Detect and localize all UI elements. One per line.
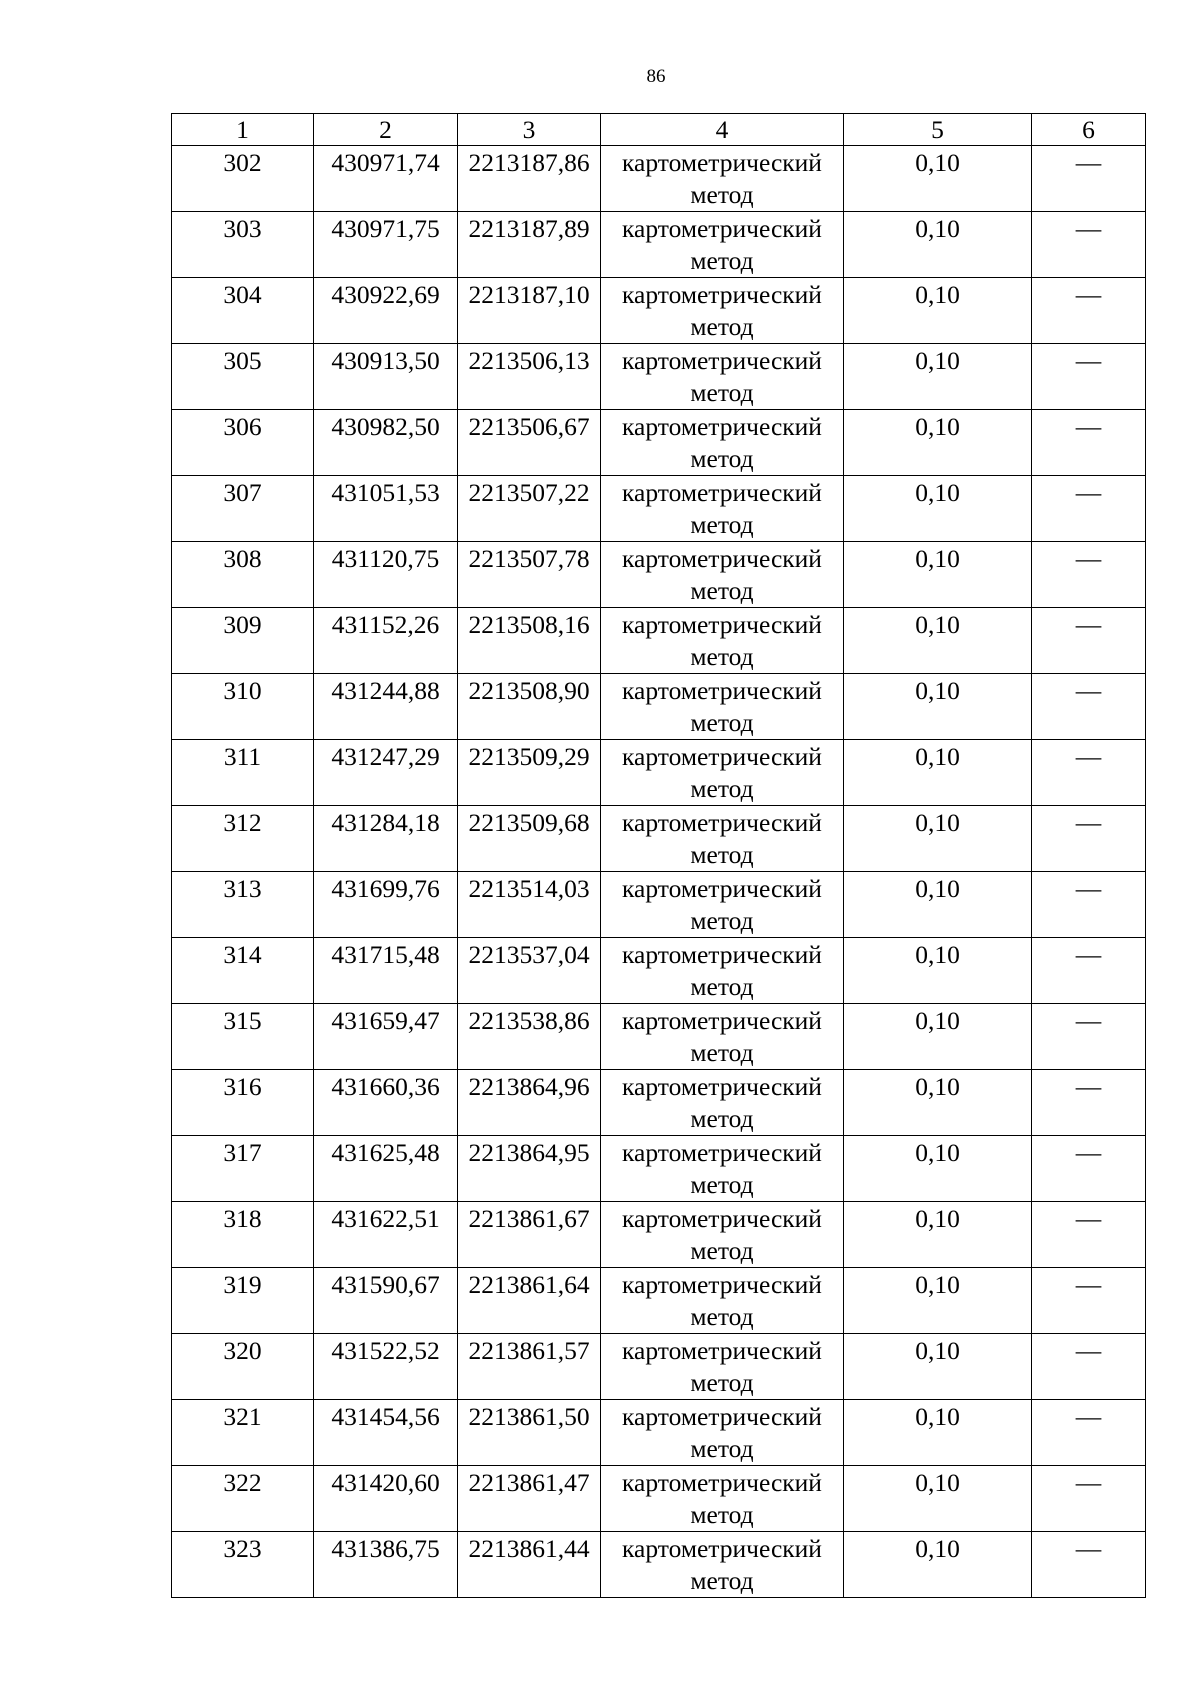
method-cell bbox=[601, 410, 844, 476]
y-coordinate-cell: 2213514,03 bbox=[458, 872, 601, 938]
note-cell: — bbox=[1032, 806, 1146, 872]
x-coordinate-cell: 431522,52 bbox=[314, 1334, 458, 1400]
table-row bbox=[172, 410, 1146, 476]
x-coordinate-cell: 431244,88 bbox=[314, 674, 458, 740]
accuracy-cell: 0,10 bbox=[844, 1400, 1032, 1466]
accuracy-cell: 0,10 bbox=[844, 278, 1032, 344]
table-row bbox=[172, 1334, 1146, 1400]
method-line-1: картометрический bbox=[622, 478, 822, 507]
method-cell bbox=[601, 542, 844, 608]
note-cell: — bbox=[1032, 740, 1146, 806]
x-coordinate-cell: 430922,69 bbox=[314, 278, 458, 344]
table-row bbox=[172, 344, 1146, 410]
y-coordinate-cell: 2213538,86 bbox=[458, 1004, 601, 1070]
table-row bbox=[172, 872, 1146, 938]
method-line-2: метод bbox=[690, 642, 754, 671]
point-number-cell: 308 bbox=[172, 542, 314, 608]
method-line-1: картометрический bbox=[622, 214, 822, 243]
header-col-1: 1 bbox=[172, 114, 314, 146]
note-cell: — bbox=[1032, 278, 1146, 344]
point-number-cell: 310 bbox=[172, 674, 314, 740]
header-col-2: 2 bbox=[314, 114, 458, 146]
header-row bbox=[172, 114, 1146, 146]
table-row bbox=[172, 542, 1146, 608]
method-cell bbox=[601, 1532, 844, 1598]
x-coordinate-cell: 431590,67 bbox=[314, 1268, 458, 1334]
header-col-6: 6 bbox=[1032, 114, 1146, 146]
table-row bbox=[172, 674, 1146, 740]
method-cell bbox=[601, 1400, 844, 1466]
accuracy-cell: 0,10 bbox=[844, 1466, 1032, 1532]
method-line-1: картометрический bbox=[622, 676, 822, 705]
table-row bbox=[172, 1070, 1146, 1136]
method-line-2: метод bbox=[690, 972, 754, 1001]
y-coordinate-cell: 2213864,96 bbox=[458, 1070, 601, 1136]
method-line-1: картометрический bbox=[622, 1534, 822, 1563]
method-line-2: метод bbox=[690, 1434, 754, 1463]
x-coordinate-cell: 430982,50 bbox=[314, 410, 458, 476]
method-line-2: метод bbox=[690, 378, 754, 407]
accuracy-cell: 0,10 bbox=[844, 872, 1032, 938]
method-line-2: метод bbox=[690, 444, 754, 473]
note-cell: — bbox=[1032, 938, 1146, 1004]
method-cell bbox=[601, 674, 844, 740]
table-header bbox=[172, 114, 1146, 146]
method-cell bbox=[601, 278, 844, 344]
accuracy-cell: 0,10 bbox=[844, 410, 1032, 476]
method-line-1: картометрический bbox=[622, 148, 822, 177]
accuracy-cell: 0,10 bbox=[844, 344, 1032, 410]
x-coordinate-cell: 431386,75 bbox=[314, 1532, 458, 1598]
method-line-2: метод bbox=[690, 1368, 754, 1397]
note-cell: — bbox=[1032, 1400, 1146, 1466]
method-cell bbox=[601, 212, 844, 278]
table-row bbox=[172, 1532, 1146, 1598]
accuracy-cell: 0,10 bbox=[844, 542, 1032, 608]
y-coordinate-cell: 2213507,22 bbox=[458, 476, 601, 542]
x-coordinate-cell: 431622,51 bbox=[314, 1202, 458, 1268]
table-row bbox=[172, 938, 1146, 1004]
method-line-1: картометрический bbox=[622, 1270, 822, 1299]
point-number-cell: 313 bbox=[172, 872, 314, 938]
header-col-5: 5 bbox=[844, 114, 1032, 146]
method-cell bbox=[601, 1268, 844, 1334]
point-number-cell: 316 bbox=[172, 1070, 314, 1136]
point-number-cell: 307 bbox=[172, 476, 314, 542]
method-cell bbox=[601, 476, 844, 542]
table-row bbox=[172, 278, 1146, 344]
method-line-1: картометрический bbox=[622, 610, 822, 639]
table-row bbox=[172, 608, 1146, 674]
y-coordinate-cell: 2213861,47 bbox=[458, 1466, 601, 1532]
note-cell: — bbox=[1032, 1136, 1146, 1202]
method-line-1: картометрический bbox=[622, 544, 822, 573]
method-line-2: метод bbox=[690, 708, 754, 737]
x-coordinate-cell: 431420,60 bbox=[314, 1466, 458, 1532]
note-cell: — bbox=[1032, 674, 1146, 740]
method-line-2: метод bbox=[690, 1500, 754, 1529]
method-cell bbox=[601, 740, 844, 806]
method-line-1: картометрический bbox=[622, 1072, 822, 1101]
method-line-2: метод bbox=[690, 246, 754, 275]
method-line-2: метод bbox=[690, 1236, 754, 1265]
y-coordinate-cell: 2213508,90 bbox=[458, 674, 601, 740]
accuracy-cell: 0,10 bbox=[844, 1136, 1032, 1202]
x-coordinate-cell: 431454,56 bbox=[314, 1400, 458, 1466]
point-number-cell: 304 bbox=[172, 278, 314, 344]
note-cell: — bbox=[1032, 1004, 1146, 1070]
method-line-1: картометрический bbox=[622, 1006, 822, 1035]
method-cell bbox=[601, 1334, 844, 1400]
method-line-1: картометрический bbox=[622, 1468, 822, 1497]
point-number-cell: 306 bbox=[172, 410, 314, 476]
point-number-cell: 314 bbox=[172, 938, 314, 1004]
point-number-cell: 322 bbox=[172, 1466, 314, 1532]
x-coordinate-cell: 430913,50 bbox=[314, 344, 458, 410]
point-number-cell: 309 bbox=[172, 608, 314, 674]
point-number-cell: 305 bbox=[172, 344, 314, 410]
table-row bbox=[172, 212, 1146, 278]
note-cell: — bbox=[1032, 542, 1146, 608]
point-number-cell: 323 bbox=[172, 1532, 314, 1598]
method-line-1: картометрический bbox=[622, 1402, 822, 1431]
point-number-cell: 311 bbox=[172, 740, 314, 806]
point-number-cell: 319 bbox=[172, 1268, 314, 1334]
table-row bbox=[172, 476, 1146, 542]
note-cell: — bbox=[1032, 1268, 1146, 1334]
y-coordinate-cell: 2213508,16 bbox=[458, 608, 601, 674]
table-row bbox=[172, 1004, 1146, 1070]
y-coordinate-cell: 2213861,64 bbox=[458, 1268, 601, 1334]
note-cell: — bbox=[1032, 1202, 1146, 1268]
method-line-2: метод bbox=[690, 1170, 754, 1199]
point-number-cell: 320 bbox=[172, 1334, 314, 1400]
y-coordinate-cell: 2213861,67 bbox=[458, 1202, 601, 1268]
y-coordinate-cell: 2213861,50 bbox=[458, 1400, 601, 1466]
x-coordinate-cell: 431284,18 bbox=[314, 806, 458, 872]
y-coordinate-cell: 2213187,86 bbox=[458, 146, 601, 212]
note-cell: — bbox=[1032, 1334, 1146, 1400]
accuracy-cell: 0,10 bbox=[844, 1334, 1032, 1400]
point-number-cell: 303 bbox=[172, 212, 314, 278]
method-cell bbox=[601, 1466, 844, 1532]
point-number-cell: 321 bbox=[172, 1400, 314, 1466]
accuracy-cell: 0,10 bbox=[844, 1004, 1032, 1070]
method-line-2: метод bbox=[690, 312, 754, 341]
table-row bbox=[172, 1466, 1146, 1532]
method-line-2: метод bbox=[690, 510, 754, 539]
table-row bbox=[172, 1400, 1146, 1466]
y-coordinate-cell: 2213187,10 bbox=[458, 278, 601, 344]
note-cell: — bbox=[1032, 146, 1146, 212]
x-coordinate-cell: 431152,26 bbox=[314, 608, 458, 674]
x-coordinate-cell: 431051,53 bbox=[314, 476, 458, 542]
method-cell bbox=[601, 1070, 844, 1136]
method-line-2: метод bbox=[690, 1038, 754, 1067]
coordinates-table bbox=[171, 113, 1146, 1598]
y-coordinate-cell: 2213187,89 bbox=[458, 212, 601, 278]
method-line-1: картометрический bbox=[622, 742, 822, 771]
x-coordinate-cell: 431120,75 bbox=[314, 542, 458, 608]
method-line-1: картометрический bbox=[622, 346, 822, 375]
y-coordinate-cell: 2213861,57 bbox=[458, 1334, 601, 1400]
accuracy-cell: 0,10 bbox=[844, 938, 1032, 1004]
method-line-1: картометрический bbox=[622, 874, 822, 903]
method-line-2: метод bbox=[690, 840, 754, 869]
method-cell bbox=[601, 344, 844, 410]
method-line-1: картометрический bbox=[622, 1336, 822, 1365]
method-cell bbox=[601, 1202, 844, 1268]
method-cell bbox=[601, 1136, 844, 1202]
x-coordinate-cell: 431660,36 bbox=[314, 1070, 458, 1136]
y-coordinate-cell: 2213509,29 bbox=[458, 740, 601, 806]
method-line-2: метод bbox=[690, 576, 754, 605]
note-cell: — bbox=[1032, 1532, 1146, 1598]
method-cell bbox=[601, 872, 844, 938]
method-line-1: картометрический bbox=[622, 808, 822, 837]
method-line-1: картометрический bbox=[622, 280, 822, 309]
x-coordinate-cell: 431247,29 bbox=[314, 740, 458, 806]
method-line-2: метод bbox=[690, 774, 754, 803]
method-line-1: картометрический bbox=[622, 1138, 822, 1167]
point-number-cell: 317 bbox=[172, 1136, 314, 1202]
header-col-4: 4 bbox=[601, 114, 844, 146]
method-cell bbox=[601, 608, 844, 674]
method-line-1: картометрический bbox=[622, 940, 822, 969]
page-number: 86 bbox=[646, 66, 666, 87]
point-number-cell: 318 bbox=[172, 1202, 314, 1268]
table-row bbox=[172, 1202, 1146, 1268]
y-coordinate-cell: 2213506,13 bbox=[458, 344, 601, 410]
y-coordinate-cell: 2213537,04 bbox=[458, 938, 601, 1004]
note-cell: — bbox=[1032, 410, 1146, 476]
note-cell: — bbox=[1032, 1070, 1146, 1136]
note-cell: — bbox=[1032, 1466, 1146, 1532]
method-line-2: метод bbox=[690, 1104, 754, 1133]
x-coordinate-cell: 431659,47 bbox=[314, 1004, 458, 1070]
note-cell: — bbox=[1032, 608, 1146, 674]
y-coordinate-cell: 2213861,44 bbox=[458, 1532, 601, 1598]
method-cell bbox=[601, 1004, 844, 1070]
x-coordinate-cell: 431625,48 bbox=[314, 1136, 458, 1202]
x-coordinate-cell: 430971,74 bbox=[314, 146, 458, 212]
table-row bbox=[172, 1136, 1146, 1202]
y-coordinate-cell: 2213507,78 bbox=[458, 542, 601, 608]
accuracy-cell: 0,10 bbox=[844, 740, 1032, 806]
table-body bbox=[172, 146, 1146, 1598]
method-line-2: метод bbox=[690, 1302, 754, 1331]
accuracy-cell: 0,10 bbox=[844, 1070, 1032, 1136]
point-number-cell: 315 bbox=[172, 1004, 314, 1070]
table-row bbox=[172, 806, 1146, 872]
note-cell: — bbox=[1032, 344, 1146, 410]
accuracy-cell: 0,10 bbox=[844, 806, 1032, 872]
table-row bbox=[172, 740, 1146, 806]
header-col-3: 3 bbox=[458, 114, 601, 146]
method-line-2: метод bbox=[690, 1566, 754, 1595]
y-coordinate-cell: 2213506,67 bbox=[458, 410, 601, 476]
table-row bbox=[172, 1268, 1146, 1334]
method-line-1: картометрический bbox=[622, 1204, 822, 1233]
table-row bbox=[172, 146, 1146, 212]
accuracy-cell: 0,10 bbox=[844, 674, 1032, 740]
x-coordinate-cell: 430971,75 bbox=[314, 212, 458, 278]
accuracy-cell: 0,10 bbox=[844, 1532, 1032, 1598]
note-cell: — bbox=[1032, 872, 1146, 938]
point-number-cell: 302 bbox=[172, 146, 314, 212]
accuracy-cell: 0,10 bbox=[844, 1202, 1032, 1268]
accuracy-cell: 0,10 bbox=[844, 1268, 1032, 1334]
accuracy-cell: 0,10 bbox=[844, 146, 1032, 212]
x-coordinate-cell: 431715,48 bbox=[314, 938, 458, 1004]
method-cell bbox=[601, 806, 844, 872]
method-line-2: метод bbox=[690, 180, 754, 209]
y-coordinate-cell: 2213864,95 bbox=[458, 1136, 601, 1202]
x-coordinate-cell: 431699,76 bbox=[314, 872, 458, 938]
method-cell bbox=[601, 938, 844, 1004]
accuracy-cell: 0,10 bbox=[844, 608, 1032, 674]
method-line-1: картометрический bbox=[622, 412, 822, 441]
y-coordinate-cell: 2213509,68 bbox=[458, 806, 601, 872]
method-line-2: метод bbox=[690, 906, 754, 935]
method-cell bbox=[601, 146, 844, 212]
accuracy-cell: 0,10 bbox=[844, 212, 1032, 278]
point-number-cell: 312 bbox=[172, 806, 314, 872]
note-cell: — bbox=[1032, 476, 1146, 542]
note-cell: — bbox=[1032, 212, 1146, 278]
accuracy-cell: 0,10 bbox=[844, 476, 1032, 542]
